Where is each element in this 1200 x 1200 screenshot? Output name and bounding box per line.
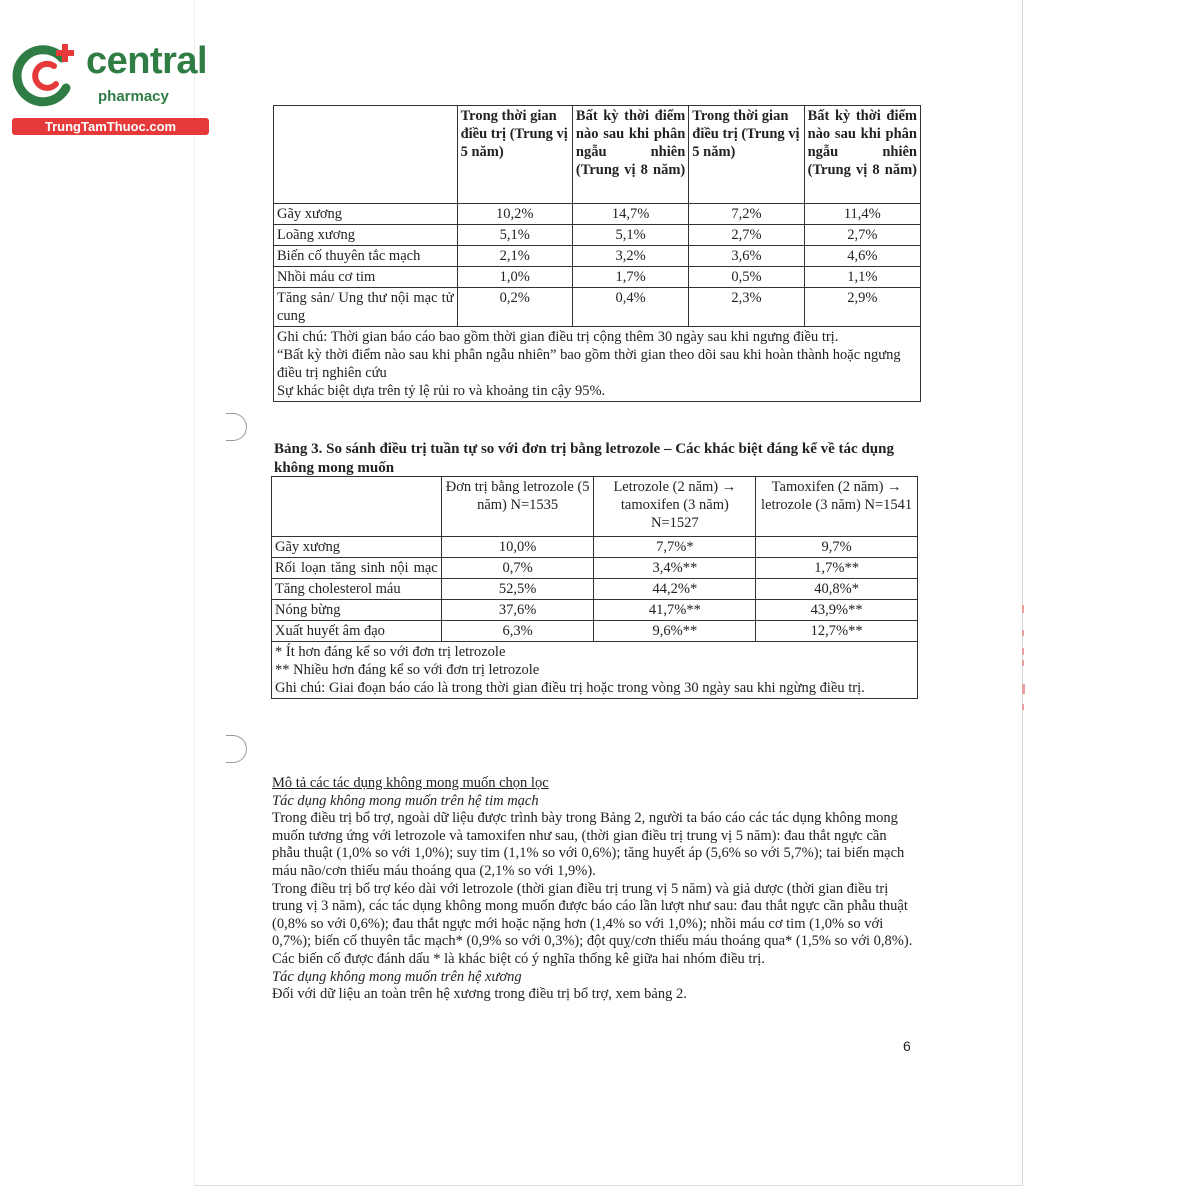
table-cell: 12,7%** [756,621,918,642]
table-cell: 3,6% [689,246,804,267]
table-row [272,621,918,642]
row-label: Xuất huyết âm đạo [272,621,442,642]
table-row [272,558,918,579]
table-cell: 1,0% [457,267,572,288]
table-cell: 3,2% [572,246,688,267]
paragraph: Các biến cố được đánh dấu * là khác biệt có ý nghĩa thống kê giữa hai nhóm điều trị. [272,950,765,967]
table-cell: 7,2% [689,204,804,225]
table-cell: 0,4% [572,288,688,327]
table-header-cell: Đơn trị bằng letrozole (5 năm) N=1535 [441,477,594,537]
table-row [272,579,918,600]
table-header-cell: Letrozole (2 năm) → tamoxifen (3 năm) N=1527 [594,477,756,537]
table-cell: 2,9% [804,288,920,327]
page-number: 6 [903,1038,911,1054]
row-label: Tăng cholesterol máu [272,579,442,600]
table-cell: 5,1% [457,225,572,246]
body-text [272,775,917,1004]
table-cell: 2,7% [689,225,804,246]
table-notes-row [274,327,921,402]
table-cell: 2,1% [457,246,572,267]
pharmacy-logo-icon [10,38,82,110]
note-line: Ghi chú: Thời gian báo cáo bao gồm thời gian điều trị cộng thêm 30 ngày sau khi ngưng điều trị. [277,329,839,345]
table-cell: 1,7%** [756,558,918,579]
table-notes [272,642,918,699]
table-cell: 9,6%** [594,621,756,642]
central-pharmacy-logo[interactable] [10,36,215,136]
table-cell: 52,5% [441,579,594,600]
table-notes [274,327,921,402]
adverse-effects-table-2 [273,105,921,402]
table-header-cell: Bất kỳ thời điểm nào sau khi phân ngẫu nhiên (Trung vị 8 năm) [572,106,688,204]
row-label: Biến cố thuyên tắc mạch [274,246,458,267]
table-row [274,204,921,225]
table-cell: 40,8%* [756,579,918,600]
paragraph: Trong điều trị bổ trợ kéo dài với letrozole (thời gian điều trị trung vị 5 năm) và giả dược (thời gian điều trị trung vị 3 năm), các tác dụng không mong muốn được báo cáo lần lượt như sau: đau thắt ngực cần phẫu thuật (0,8% so với 0,6%); đau thắt ngực mới hoặc nặng hơn (1,4% so với 1,0%); nhồi máu cơ tim (1,0% so với 0,7%); biến cố thuyên tắc mạch* (0,9% so với 0,3%); đột quỵ/cơn thiếu máu thoáng qua* (1,5% so với 0,8%). [272,880,913,950]
table-cell: 4,6% [804,246,920,267]
table-cell: 10,2% [457,204,572,225]
table-cell: 1,7% [572,267,688,288]
table-cell: 37,6% [441,600,594,621]
logo-subtitle: pharmacy [98,88,169,105]
row-label: Nhồi máu cơ tim [274,267,458,288]
table-row [272,600,918,621]
subsection-heading: Tác dụng không mong muốn trên hệ xương [272,968,522,985]
table-row [274,288,921,327]
table-cell: 11,4% [804,204,920,225]
table-cell: 43,9%** [756,600,918,621]
row-label: Gãy xương [274,204,458,225]
table-header-cell: Trong thời gian điều trị (Trung vị 5 năm) [457,106,572,204]
table-cell: 6,3% [441,621,594,642]
table-cell: 1,1% [804,267,920,288]
table-cell: 5,1% [572,225,688,246]
table-notes-row [272,642,918,699]
note-line: * Ít hơn đáng kể so với đơn trị letrozole [275,644,506,660]
note-line: ** Nhiều hơn đáng kể so với đơn trị letrozole [275,662,540,678]
row-label: Loãng xương [274,225,458,246]
table-cell: 0,5% [689,267,804,288]
paragraph: Đối với dữ liệu an toàn trên hệ xương trong điều trị bổ trợ, xem bảng 2. [272,986,687,1003]
table-3-caption: Bảng 3. So sánh điều trị tuần tự so với đơn trị bằng letrozole – Các khác biệt đáng kể về tác dụng không mong muốn [274,441,894,476]
table-row [274,246,921,267]
note-line: Ghi chú: Giai đoạn báo cáo là trong thời gian điều trị hoặc trong vòng 30 ngày sau khi ngừng điều trị. [275,680,865,696]
margin-stamp-marks [1018,600,1028,720]
table-cell: 0,2% [457,288,572,327]
table-header-cell: Tamoxifen (2 năm) → letrozole (3 năm) N=1541 [756,477,918,537]
table-row [274,225,921,246]
row-label: Rối loạn tăng sinh nội mạc [272,558,442,579]
table-header-cell [272,477,442,537]
table-row [272,537,918,558]
logo-url-banner: TrungTamThuoc.com [12,118,209,135]
table-cell: 2,3% [689,288,804,327]
note-line: “Bất kỳ thời điểm nào sau khi phân ngẫu nhiên” bao gồm thời gian theo dõi sau khi hoàn thành hoặc ngưng điều trị nghiên cứu [277,347,901,381]
row-label: Gãy xương [272,537,442,558]
table-header-cell: Bất kỳ thời điểm nào sau khi phân ngẫu nhiên (Trung vị 8 năm) [804,106,920,204]
subsection-heading: Tác dụng không mong muốn trên hệ tim mạch [272,792,539,809]
table-header-cell: Trong thời gian điều trị (Trung vị 5 năm) [689,106,804,204]
table-cell: 0,7% [441,558,594,579]
table-cell: 9,7% [756,537,918,558]
page-left-edge [194,0,195,1185]
table-cell: 3,4%** [594,558,756,579]
paragraph: Trong điều trị bổ trợ, ngoài dữ liệu được trình bày trong Bảng 2, người ta báo cáo các tác dụng không mong muốn tương ứng với letrozole và tamoxifen như sau, (thời gian điều trị trung vị 5 năm): đau thắt ngực cần phẫu thuật (1,0% so với 1,0%); suy tim (1,1% so với 0,6%); tăng huyết áp (5,6% so với 5,7%); tai biến mạch máu não/cơn thiếu máu thoáng qua (2,1% so với 1,9%). [272,810,905,879]
table-cell: 2,7% [804,225,920,246]
note-line: Sự khác biệt dựa trên tỷ lệ rủi ro và khoảng tin cậy 95%. [277,383,606,399]
row-label: Nóng bừng [272,600,442,621]
logo-wordmark: central [86,40,208,82]
table-header-cell [274,106,458,204]
table-cell: 7,7%* [594,537,756,558]
row-label: Tăng sản/ Ung thư nội mạc tử cung [274,288,458,327]
section-heading: Mô tả các tác dụng không mong muốn chọn lọc [272,775,549,791]
table-cell: 44,2%* [594,579,756,600]
table-row [274,267,921,288]
table-cell: 10,0% [441,537,594,558]
table-cell: 41,7%** [594,600,756,621]
table-cell: 14,7% [572,204,688,225]
adverse-effects-table-3 [271,476,918,699]
